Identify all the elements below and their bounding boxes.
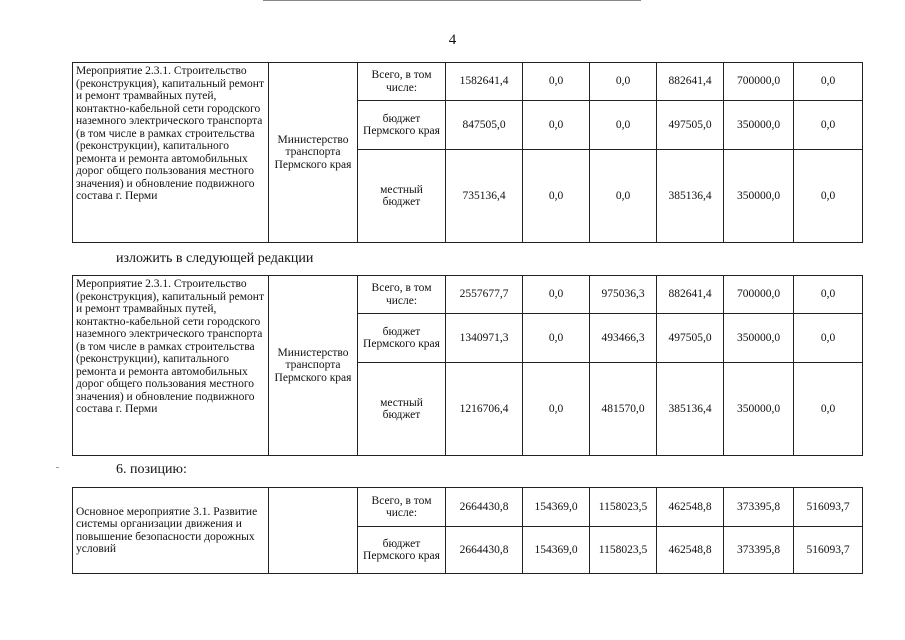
amount-cell: 735136,4 xyxy=(446,150,523,243)
funding-source: бюджет Пермского края xyxy=(358,527,446,574)
amount-cell: 0,0 xyxy=(794,101,863,150)
budget-table-position-6 xyxy=(72,487,863,574)
amount-cell: 154369,0 xyxy=(523,488,590,527)
amount-cell: 0,0 xyxy=(523,101,590,150)
amount-cell: 1158023,5 xyxy=(590,527,657,574)
top-rule xyxy=(263,0,641,1)
amount-cell: 0,0 xyxy=(794,276,863,314)
scan-speck xyxy=(56,467,59,468)
table-row xyxy=(73,488,863,527)
instruction-label: изложить в следующей редакции xyxy=(116,251,314,266)
amount-cell: 1582641,4 xyxy=(446,63,523,101)
amount-cell: 1340971,3 xyxy=(446,314,523,363)
amount-cell: 462548,8 xyxy=(657,488,724,527)
amount-cell: 462548,8 xyxy=(657,527,724,574)
amount-cell: 0,0 xyxy=(590,101,657,150)
responsible-executor: Министерство транспорта Пермского края xyxy=(269,276,358,456)
amount-cell: 847505,0 xyxy=(446,101,523,150)
funding-source: Всего, в том числе: xyxy=(358,63,446,101)
amount-cell: 0,0 xyxy=(523,150,590,243)
amount-cell: 0,0 xyxy=(590,150,657,243)
amount-cell: 0,0 xyxy=(794,363,863,456)
table-row xyxy=(73,276,863,314)
amount-cell: 385136,4 xyxy=(657,363,724,456)
amount-cell: 0,0 xyxy=(794,314,863,363)
amount-cell: 516093,7 xyxy=(794,488,863,527)
funding-source: Всего, в том числе: xyxy=(358,276,446,314)
funding-source: бюджет Пермского края xyxy=(358,101,446,150)
amount-cell: 497505,0 xyxy=(657,101,724,150)
amount-cell: 154369,0 xyxy=(523,527,590,574)
amount-cell: 0,0 xyxy=(523,276,590,314)
amount-cell: 0,0 xyxy=(523,314,590,363)
position-label: 6. позицию: xyxy=(116,462,187,477)
amount-cell: 1216706,4 xyxy=(446,363,523,456)
amount-cell: 2664430,8 xyxy=(446,527,523,574)
funding-source: местный бюджет xyxy=(358,150,446,243)
measure-description: Мероприятие 2.3.1. Строительство (реконструкция), капитальный ремонт и ремонт трамвайных путей, контактно-кабельной сети городского наземного электрического транспорта (в том числе в рамках строительства (реконструкции), капитального ремонта и ремонта автомобильных дорог общего пользования местного значения) и обновление подвижного состава г. Перми xyxy=(73,63,269,243)
measure-description: Мероприятие 2.3.1. Строительство (реконструкция), капитальный ремонт и ремонт трамвайных путей, контактно-кабельной сети городского наземного электрического транспорта (в том числе в рамках строительства (реконструкции), капитального ремонта и ремонта автомобильных дорог общего пользования местного значения) и обновление подвижного состава г. Перми xyxy=(73,276,269,456)
amount-cell: 975036,3 xyxy=(590,276,657,314)
amount-cell: 0,0 xyxy=(590,63,657,101)
amount-cell: 385136,4 xyxy=(657,150,724,243)
amount-cell: 882641,4 xyxy=(657,63,724,101)
responsible-executor xyxy=(269,488,358,574)
amount-cell: 350000,0 xyxy=(724,314,794,363)
amount-cell: 700000,0 xyxy=(724,63,794,101)
funding-source: бюджет Пермского края xyxy=(358,314,446,363)
amount-cell: 2557677,7 xyxy=(446,276,523,314)
amount-cell: 350000,0 xyxy=(724,101,794,150)
amount-cell: 350000,0 xyxy=(724,150,794,243)
amount-cell: 350000,0 xyxy=(724,363,794,456)
funding-source: Всего, в том числе: xyxy=(358,488,446,527)
amount-cell: 373395,8 xyxy=(724,488,794,527)
funding-source: местный бюджет xyxy=(358,363,446,456)
amount-cell: 1158023,5 xyxy=(590,488,657,527)
amount-cell: 493466,3 xyxy=(590,314,657,363)
page-number: 4 xyxy=(448,32,457,48)
budget-table-original xyxy=(72,62,863,243)
amount-cell: 497505,0 xyxy=(657,314,724,363)
amount-cell: 481570,0 xyxy=(590,363,657,456)
amount-cell: 373395,8 xyxy=(724,527,794,574)
amount-cell: 700000,0 xyxy=(724,276,794,314)
amount-cell: 516093,7 xyxy=(794,527,863,574)
table-row xyxy=(73,63,863,101)
amount-cell: 2664430,8 xyxy=(446,488,523,527)
amount-cell: 0,0 xyxy=(523,363,590,456)
measure-description: Основное мероприятие 3.1. Развитие системы организации движения и повышение безопасности дорожных условий xyxy=(73,488,269,574)
budget-table-revised xyxy=(72,275,863,456)
responsible-executor: Министерство транспорта Пермского края xyxy=(269,63,358,243)
amount-cell: 0,0 xyxy=(794,63,863,101)
amount-cell: 0,0 xyxy=(523,63,590,101)
amount-cell: 882641,4 xyxy=(657,276,724,314)
amount-cell: 0,0 xyxy=(794,150,863,243)
